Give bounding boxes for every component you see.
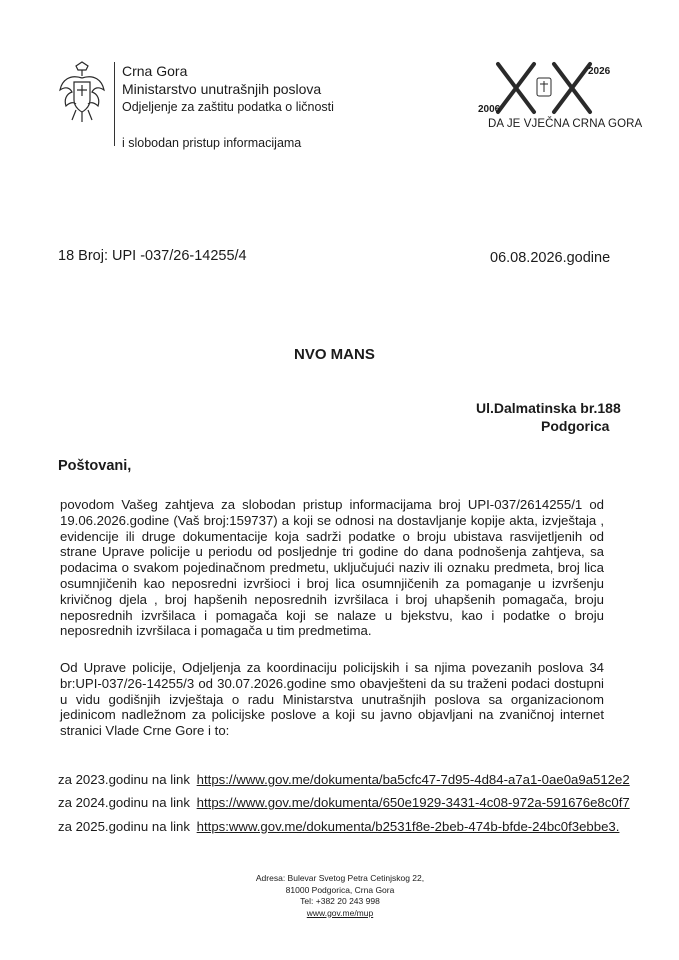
letter-date: 06.08.2026.godine bbox=[490, 250, 611, 266]
link-2024[interactable]: https://www.gov.me/dokumenta/650e1929-3431-4c08-972a-591676e8c0f7 bbox=[196, 795, 630, 810]
department-name: Odjeljenje za zaštitu podatka o ličnosti bbox=[122, 100, 334, 114]
footer-phone: Tel: +382 20 243 998 bbox=[300, 896, 380, 906]
footer-city: 81000 Podgorica, Crna Gora bbox=[285, 884, 395, 895]
link-label: za 2024.godinu na link bbox=[58, 795, 190, 810]
letterhead bbox=[56, 60, 356, 150]
logo-year-start: 2006 bbox=[478, 104, 501, 115]
greeting: Poštovani, bbox=[58, 458, 132, 474]
link-row-2024 bbox=[58, 795, 630, 810]
organization-block bbox=[122, 62, 334, 116]
recipient-name: NVO MANS bbox=[294, 346, 375, 363]
logo-year-end: 2026 bbox=[588, 66, 611, 77]
letterhead-divider bbox=[114, 62, 115, 146]
montenegro-coat-of-arms-icon bbox=[56, 60, 108, 124]
link-2025[interactable]: https:www.gov.me/dokumenta/b2531f8e-2beb-474b-bfde-24bc0f3ebbe3. bbox=[196, 819, 620, 834]
department-name-cont: i slobodan pristup informacijama bbox=[122, 136, 302, 150]
link-label: za 2023.godinu na link bbox=[58, 772, 190, 787]
reference-number: 18 Broj: UPI -037/26-14255/4 bbox=[58, 248, 247, 264]
link-row-2025 bbox=[58, 819, 619, 834]
footer-street: Adresa: Bulevar Svetog Petra Cetinjskog 22, bbox=[255, 873, 425, 883]
country-name: Crna Gora bbox=[122, 63, 188, 79]
logo-caption: DA JE VJEČNA CRNA GORA bbox=[488, 118, 643, 130]
link-label: za 2025.godinu na link bbox=[58, 819, 190, 834]
recipient-city: Podgorica bbox=[541, 418, 610, 434]
recipient-street: Ul.Dalmatinska br.188 bbox=[476, 400, 621, 416]
footer-address bbox=[240, 873, 440, 919]
link-row-2023 bbox=[58, 772, 630, 787]
ministry-name: Ministarstvo unutrašnjih poslova bbox=[122, 81, 322, 97]
footer-website[interactable]: www.gov.me/mup bbox=[306, 907, 374, 918]
link-2023[interactable]: https://www.gov.me/dokumenta/ba5cfc47-7d95-4d84-a7a1-0ae0a9a512e2 bbox=[196, 772, 630, 787]
body-paragraph-2: Od Uprave policije, Odjeljenja za koordinaciju policijskih i sa njima povezanih poslova 34 br:UPI-037/26-14255/3 od 30.07.2026.godine smo obavješteni da su traženi podaci dostupni u vidu godišnjih izvještaja o radu Ministarstva unutrašnjih poslova sa organizacionom jedinicom nadležnom za policijske poslove a koji su javno objavljani na zvaničnoj internet stranici Vlade Crne Gore i to: bbox=[60, 660, 604, 739]
body-paragraph-1: povodom Vašeg zahtjeva za slobodan pristup informacijama broj UPI-037/2614255/1 od 19.06.2026.godine (Vaš broj:159737) a koji se odnosi na dostavljanje kopije akta, izvještaja , evidencije ili druge dokumentacije koja sadrži podatke o broju ubistava rasvijetljenih od strane Uprave policije u periodu od posljednje tri godine do dana podnošenja zahtjeva, sa podacima o svakom pojedinačnom predmetu, uključujući naziv ili oznaku predmeta, broj lica osumnjičenih kao neposredni izvršioci i broj lica osumnjičenih za pomaganje u izvršenju krivičnog djela , broj hapšenih neposrednih izvršilaca i broj uhapšenih pomagača, broju neposrednih izvršilaca i pomagača koji se nalaze u bjekstvu, kao i podatke o broju neposrednih izvršilaca i pomagača u tim predmetima. bbox=[60, 497, 604, 639]
anniversary-logo bbox=[476, 60, 643, 130]
